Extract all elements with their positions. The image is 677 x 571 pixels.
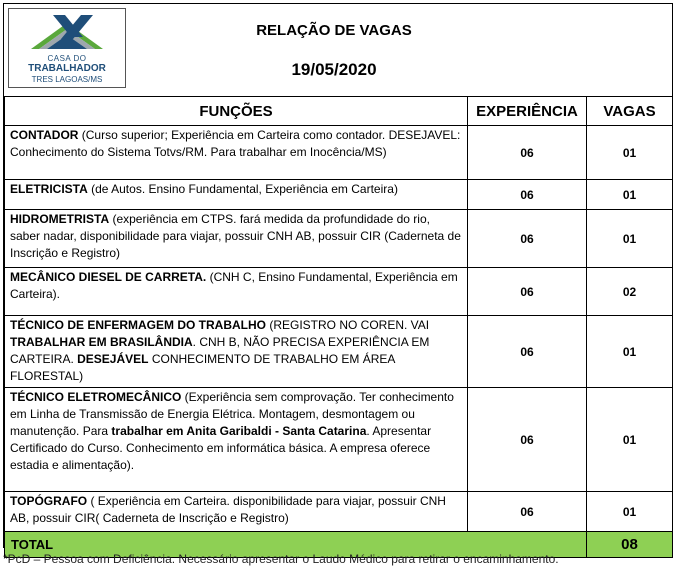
experiencia-cell: 06 [468,316,587,388]
job-description-text: ( Experiência em Carteira. disponibilidade para viajar, possuir CNH AB, possuir CIR( Caderneta de Inscrição e Registro) [10,494,446,525]
logo-line-2: TRABALHADOR [28,63,106,74]
job-description-bold: TÉCNICO DE ENFERMAGEM DO TRABALHO [10,318,266,332]
table-row [5,126,673,180]
job-description [5,268,468,316]
table-row [5,210,673,268]
document-header [4,4,672,97]
job-description-bold: HIDROMETRISTA [10,212,110,226]
experiencia-cell: 06 [468,126,587,180]
vagas-cell: 01 [587,316,673,388]
job-description [5,126,468,180]
column-header-experiencia: EXPERIÊNCIA [468,97,587,126]
casa-do-trabalhador-logo [8,8,126,88]
column-header-vagas: VAGAS [587,97,673,126]
job-description [5,492,468,532]
table-row [5,180,673,210]
table-row [5,492,673,532]
house-logo-icon [9,9,125,55]
job-description-bold: MECÂNICO DIESEL DE CARRETA. [10,270,207,284]
job-description-bold: CONTADOR [10,128,79,142]
job-description [5,210,468,268]
vagas-cell: 01 [587,180,673,210]
experiencia-cell: 06 [468,492,587,532]
job-description-text: (Curso superior; Experiência em Carteira como contador. DESEJAVEL: Conhecimento do Sistema Totvs/RM. Para trabalhar em Inocência/MS) [10,128,461,159]
page-title: RELAÇÃO DE VAGAS [256,22,412,39]
vagas-cell: 01 [587,210,673,268]
vagas-cell: 02 [587,268,673,316]
job-description-text: (Experiência sem comprovação. Ter conhecimento em Linha de Transmissão de Energia Elétrica. Montagem, desmontagem ou manutenção. Para [10,390,454,438]
vagas-cell: 01 [587,492,673,532]
footnote: *PcD – Pessoa com Deficiência. Necessário apresentar o Laudo Médico para retirar o encaminhamento. [3,552,559,566]
job-description-text: . Apresentar Certificado do Curso. Conhecimento em informática básica. A empresa oferece estadia e alimentação). [10,424,432,472]
job-description-bold: ELETRICISTA [10,182,88,196]
job-description-bold: TRABALHAR EM BRASILÂNDIA [10,335,193,349]
job-description-text: . CNH B, NÃO PRECISA EXPERIÊNCIA EM CARTEIRA. [10,335,430,366]
job-description [5,180,468,210]
vagas-cell: 01 [587,126,673,180]
experiencia-cell: 06 [468,180,587,210]
table-row [5,268,673,316]
experiencia-cell: 06 [468,268,587,316]
job-listing-sheet [3,3,673,553]
total-label: TOTAL [5,532,587,558]
document-date: 19/05/2020 [291,60,377,79]
column-header-funcoes: FUNÇÕES [5,97,468,126]
logo-line-3: TRES LAGOAS/MS [31,75,103,84]
total-value: 08 [587,532,673,558]
experiencia-cell: 06 [468,388,587,492]
table-row [5,316,673,388]
table-header-row [5,97,673,126]
vacancies-table [4,96,673,558]
vagas-cell: 01 [587,388,673,492]
job-description-bold: trabalhar em Anita Garibaldi - Santa Catarina [111,424,367,438]
experiencia-cell: 06 [468,210,587,268]
table-body [5,126,673,532]
job-description-bold: TOPÓGRAFO [10,494,88,508]
job-description-bold: TÉCNICO ELETROMECÂNICO [10,390,182,404]
table-row [5,388,673,492]
job-description-text: (experiência em CTPS. fará medida da profundidade do rio, saber nadar, disponibilidade para viajar, possuir CNH AB, possuir CIR (Caderneta de Inscrição e Registro) [10,212,461,260]
job-description-bold: DESEJÁVEL [77,352,149,366]
job-description-text: (CNH C, Ensino Fundamental, Experiência em Carteira). [10,270,458,301]
logo-line-1: CASA DO [47,54,87,63]
job-description-text: CONHECIMENTO DE TRABALHO EM ÁREA FLORESTAL) [10,352,395,383]
job-description-text: (REGISTRO NO COREN. VAI [266,318,430,332]
job-description [5,388,468,492]
job-description-text: (de Autos. Ensino Fundamental, Experiência em Carteira) [87,182,398,196]
job-description [5,316,468,388]
